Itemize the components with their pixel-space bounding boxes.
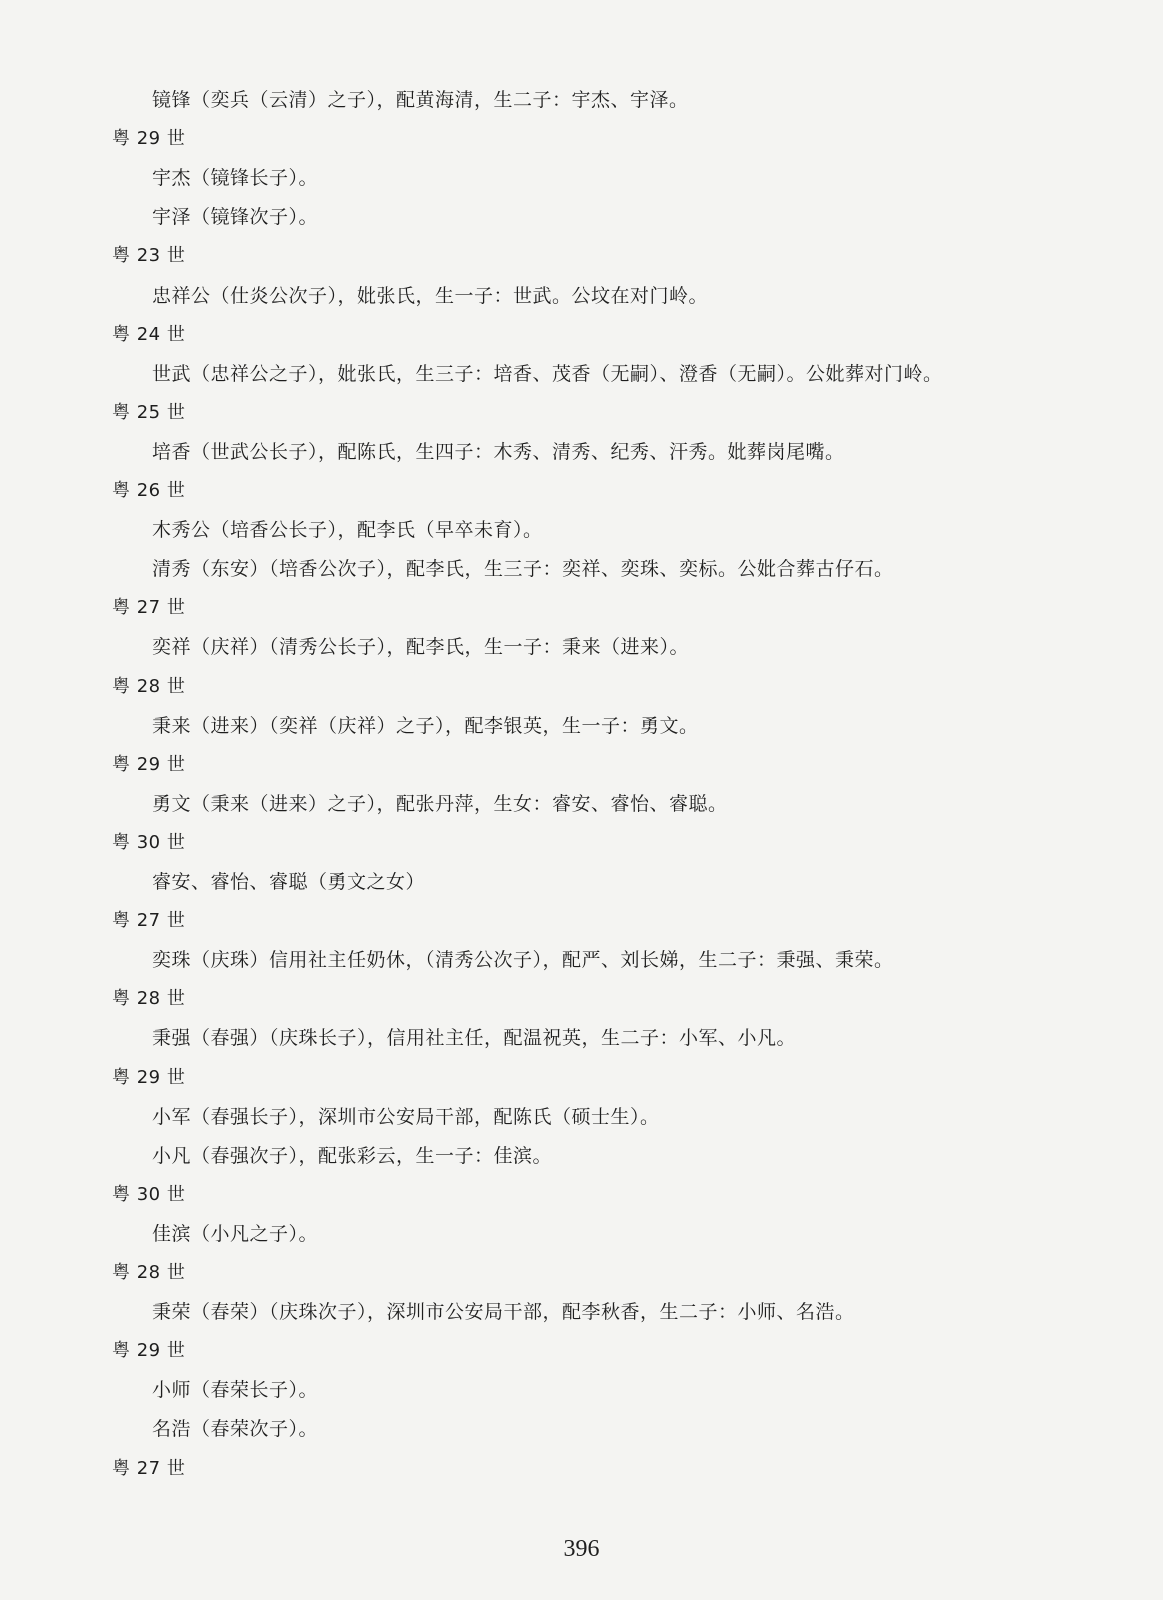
genealogy-entry: 宇杰（镜锋长子）。	[152, 167, 319, 189]
generation-heading: 粤 28 世	[112, 1262, 186, 1283]
genealogy-entry: 培香（世武公长子），配陈氏，生四子：木秀、清秀、纪秀、汗秀。妣葬岗尾嘴。	[152, 441, 845, 463]
genealogy-entry: 世武（忠祥公之子），妣张氏，生三子：培香、茂香（无嗣）、澄香（无嗣）。公妣葬对门岭。	[152, 363, 943, 385]
genealogy-entry: 宇泽（镜锋次子）。	[152, 206, 319, 228]
genealogy-entry: 秉来（进来）（奕祥（庆祥）之子），配李银英，生一子：勇文。	[152, 715, 699, 737]
genealogy-entry: 佳滨（小凡之子）。	[152, 1223, 319, 1245]
genealogy-entry: 秉荣（春荣）（庆珠次子），深圳市公安局干部，配李秋香，生二子：小师、名浩。	[152, 1301, 855, 1323]
genealogy-entry: 木秀公（培香公长子），配李氏（早卒未育）。	[152, 519, 543, 541]
genealogy-entry: 小军（春强长子），深圳市公安局干部，配陈氏（硕士生）。	[152, 1106, 660, 1128]
generation-heading: 粤 27 世	[112, 1458, 186, 1479]
genealogy-entry: 奕祥（庆祥）（清秀公长子），配李氏，生一子：秉来（进来）。	[152, 636, 690, 658]
genealogy-entry: 忠祥公（仕炎公次子），妣张氏，生一子：世武。公坟在对门岭。	[152, 285, 709, 307]
genealogy-entry: 睿安、睿怡、睿聪（勇文之女）	[152, 871, 426, 893]
generation-heading: 粤 29 世	[112, 128, 186, 149]
genealogy-entry: 清秀（东安）（培香公次子），配李氏，生三子：奕祥、奕珠、奕标。公妣合葬古仔石。	[152, 558, 894, 580]
genealogy-entry: 勇文（秉来（进来）之子），配张丹萍，生女：睿安、睿怡、睿聪。	[152, 793, 728, 815]
generation-heading: 粤 29 世	[112, 754, 186, 775]
generation-heading: 粤 23 世	[112, 245, 186, 266]
generation-heading: 粤 28 世	[112, 988, 186, 1009]
generation-heading: 粤 28 世	[112, 676, 186, 697]
genealogy-entry: 小凡（春强次子），配张彩云，生一子：佳滨。	[152, 1145, 553, 1167]
generation-heading: 粤 26 世	[112, 480, 186, 501]
genealogy-entry: 奕珠（庆珠）信用社主任奶休，（清秀公次子），配严、刘长娣，生二子：秉强、秉荣。	[152, 949, 894, 971]
page-number: 396	[563, 1536, 600, 1562]
genealogy-entry: 秉强（春强）（庆珠长子），信用社主任，配温祝英，生二子：小军、小凡。	[152, 1027, 797, 1049]
generation-heading: 粤 29 世	[112, 1067, 186, 1088]
genealogy-entry: 小师（春荣长子）。	[152, 1379, 319, 1401]
generation-heading: 粤 24 世	[112, 324, 186, 345]
generation-heading: 粤 30 世	[112, 832, 186, 853]
generation-heading: 粤 27 世	[112, 597, 186, 618]
genealogy-entry: 镜锋（奕兵（云清）之子），配黄海清，生二子：宇杰、宇泽。	[152, 89, 689, 111]
genealogy-entry: 名浩（春荣次子）。	[152, 1418, 319, 1440]
generation-heading: 粤 29 世	[112, 1340, 186, 1361]
generation-heading: 粤 25 世	[112, 402, 186, 423]
generation-heading: 粤 27 世	[112, 910, 186, 931]
generation-heading: 粤 30 世	[112, 1184, 186, 1205]
